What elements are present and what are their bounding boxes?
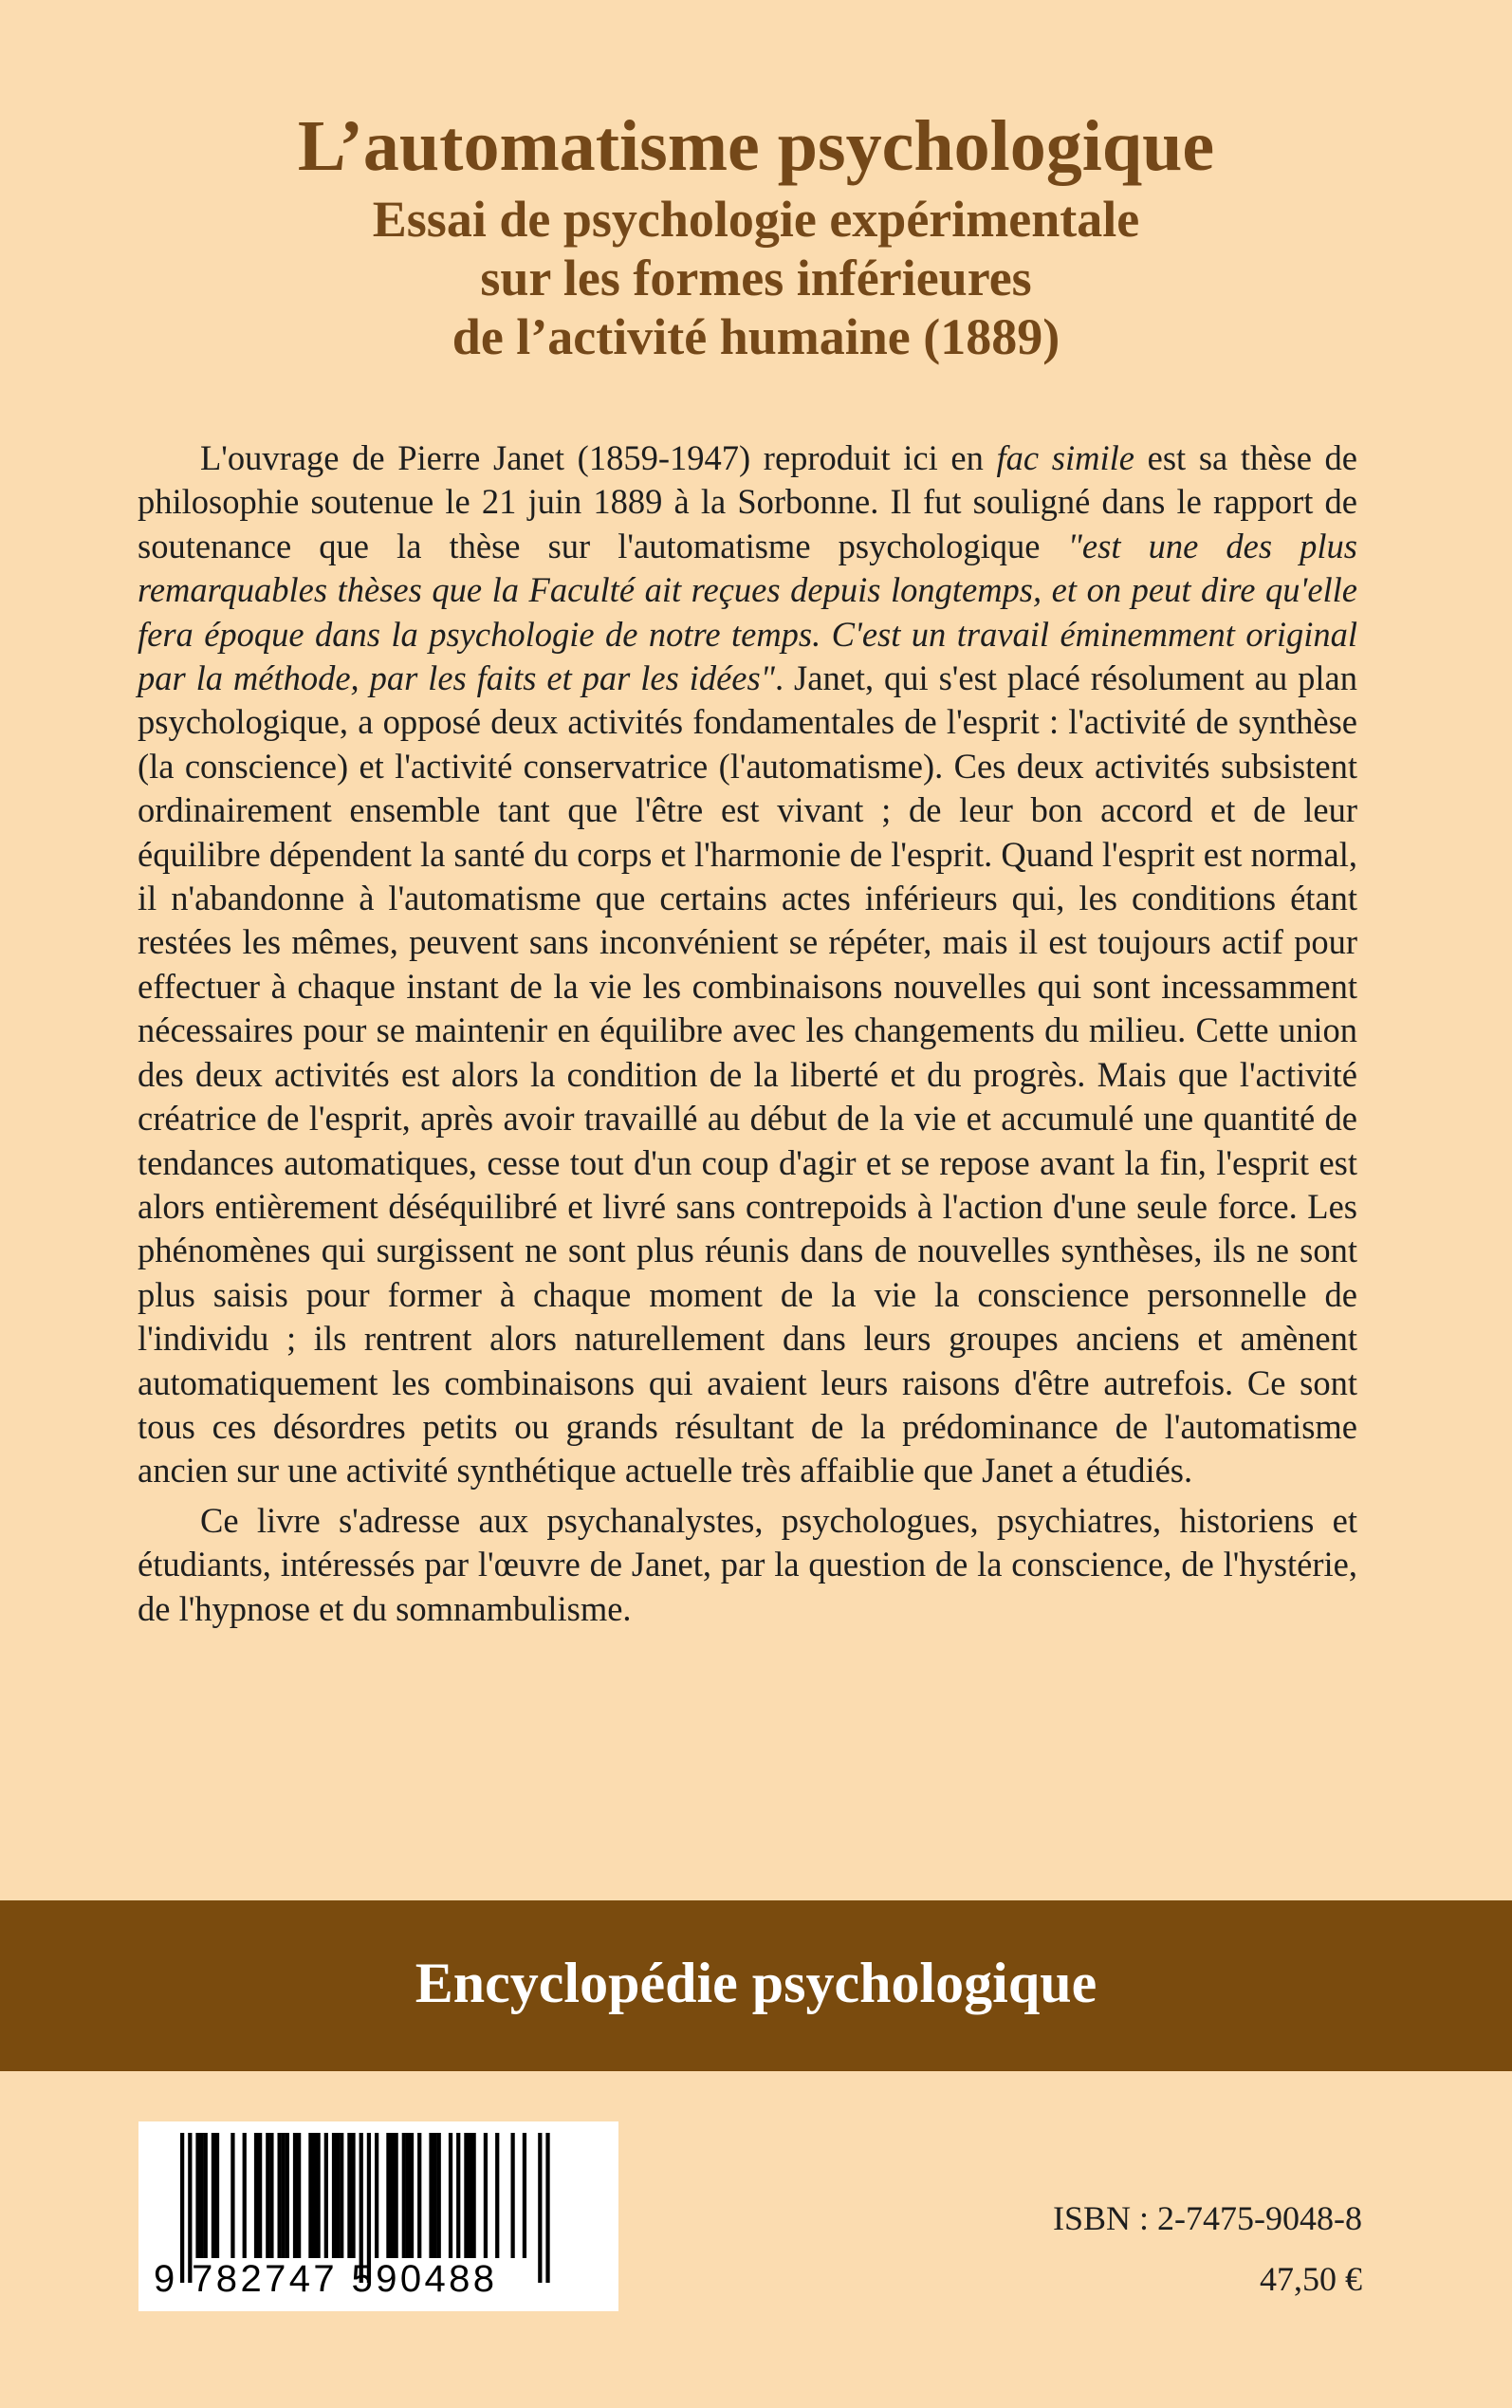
barcode-bar-20 (317, 2133, 321, 2258)
blurb-p1-quote: "est une des plus remarquables thèses que la Faculté ait reçues depuis longtemps, et on peut dire qu'elle fera époque dans la psychologie de notre temps. C'est un travail éminemment original par la méthode, par les faits et par les idées" (138, 526, 1357, 698)
barcode-bar-24 (340, 2133, 343, 2258)
barcode-bar-8 (243, 2133, 247, 2258)
barcode-bar-29 (375, 2133, 378, 2258)
barcode-bar-6 (215, 2133, 219, 2258)
barcode-bar-41 (456, 2133, 460, 2258)
book-title: L’automatisme psychologique (297, 106, 1215, 186)
blurb (138, 436, 1357, 1631)
barcode-bar-48 (523, 2133, 526, 2258)
barcode-bar-17 (297, 2133, 301, 2258)
barcode-bar-18 (308, 2133, 312, 2258)
subtitle-line-2: sur les formes inférieures (480, 250, 1032, 306)
barcode-bar-19 (312, 2133, 316, 2258)
barcode-bar-31 (390, 2133, 394, 2258)
barcode-bar-14 (282, 2133, 286, 2258)
barcode-bar-33 (402, 2133, 406, 2258)
barcode-bar-21 (324, 2133, 328, 2258)
barcode-bar-47 (511, 2133, 515, 2258)
barcode-bar-7 (230, 2133, 234, 2258)
barcode-bar-37 (429, 2133, 433, 2258)
barcode-bar-38 (433, 2133, 437, 2258)
barcode-bar-9 (254, 2133, 258, 2258)
barcode-bar-44 (472, 2133, 476, 2258)
barcode-bar-39 (437, 2133, 441, 2258)
barcode-bar-5 (212, 2133, 215, 2258)
barcode-bar-16 (293, 2133, 297, 2258)
barcode-bar-13 (278, 2133, 282, 2258)
barcode-digits: 9 782747 590488 (154, 2258, 498, 2300)
barcode-bar-22 (332, 2133, 336, 2258)
barcode-bar-32 (395, 2133, 398, 2258)
subtitle-line-1: Essai de psychologie expérimentale (372, 191, 1140, 248)
series-title: Encyclopédie psychologique (415, 1952, 1097, 2014)
title-block (0, 102, 1512, 366)
barcode-bar-34 (406, 2133, 410, 2258)
price: 47,50 € (1260, 2260, 1362, 2298)
barcode-bar-26 (351, 2133, 355, 2258)
isbn: ISBN : 2-7475-9048-8 (1053, 2199, 1362, 2237)
barcode-bar-45 (484, 2133, 488, 2258)
blurb-p1-fac-simile: fac simile (996, 438, 1134, 477)
blurb-paragraph-2: Ce livre s'adresse aux psychanalystes, psychologues, psychiatres, historiens et étudiants, intéressés par l'œuvre de Janet, par la question de la conscience, de l'hystérie, de l'hypnose et du somnambulisme. (138, 1500, 1357, 1628)
barcode-bar-42 (464, 2133, 468, 2258)
barcode-bar-23 (336, 2133, 340, 2258)
barcode-bar-35 (410, 2133, 414, 2258)
barcode-bar-36 (417, 2133, 421, 2258)
barcode-bar-30 (386, 2133, 390, 2258)
barcode-bar-46 (495, 2133, 499, 2258)
barcode-bar-12 (269, 2133, 273, 2258)
barcode-bar-25 (347, 2133, 351, 2258)
blurb-p1-intro: L'ouvrage de Pierre Janet (1859-1947) reproduit ici en (200, 438, 997, 477)
barcode-bar-3 (200, 2133, 204, 2258)
barcode-bar-10 (258, 2133, 262, 2258)
barcode (138, 2121, 618, 2311)
blurb-p1-thesis: est sa thèse de philosophie soutenue le 21 juin 1889 à la Sorbonne. Il fut souligné dans le rapport de soutenance que la thèse sur l'automatisme psychologique (138, 438, 1358, 565)
barcode-bar-40 (449, 2133, 452, 2258)
blurb-p1-body: . Janet, qui s'est placé résolument au plan psychologique, a opposé deux activités fondamentales de l'esprit : l'activité de synthèse (la conscience) et l'activité conservatrice (l'automatisme). Ces deux activités subsistent ordinairement ensemble tant que l'être est vivant ; de leur bon accord et de leur équilibre dépendent la santé du corps et l'harmonie de l'esprit. Quand l'esprit est normal, il n'abandonne à l'automatisme que certains actes inférieurs qui, les conditions étant restées les mêmes, peuvent sans inconvénient se répéter, mais il est toujours actif pour effectuer à chaque instant de la vie les combinaisons nouvelles qui sont incessamment nécessaires pour se maintenir en équilibre avec les changements du milieu. Cette union des deux activités est alors la condition de la liberté et du progrès. Mais que l'activité créatrice de l'esprit, après avoir travaillé au début de la vie et accumulé une quantité de tendances automatiques, cesse tout d'un coup d'agir et se repose avant la fin, l'esprit est alors entièrement déséquilibré et livré sans contrepoids à l'action d'une seule force. Les phénomènes qui surgissent ne sont plus réunis dans de nouvelles synthèses, ils ne sont plus saisis pour former à chaque moment de la vie la conscience personnelle de l'individu ; ils rentrent alors naturellement dans leurs groupes anciens et amènent automatiquement les combinaisons qui avaient leurs raisons d'être autrefois. Ce sont tous ces désordres petits ou grands résultant de la prédominance de l'automatisme ancien sur une activité synthétique actuelle très affaiblie que Janet a étudiés. (138, 658, 1357, 1491)
barcode-bar-2 (195, 2133, 199, 2258)
barcode-bar-11 (266, 2133, 269, 2258)
blurb-paragraph-1 (138, 436, 1357, 1493)
barcode-bar-15 (286, 2133, 289, 2258)
barcode-bar-43 (468, 2133, 471, 2258)
barcode-bar-4 (204, 2133, 208, 2258)
subtitle-line-3: de l’activité humaine (1889) (452, 308, 1060, 365)
